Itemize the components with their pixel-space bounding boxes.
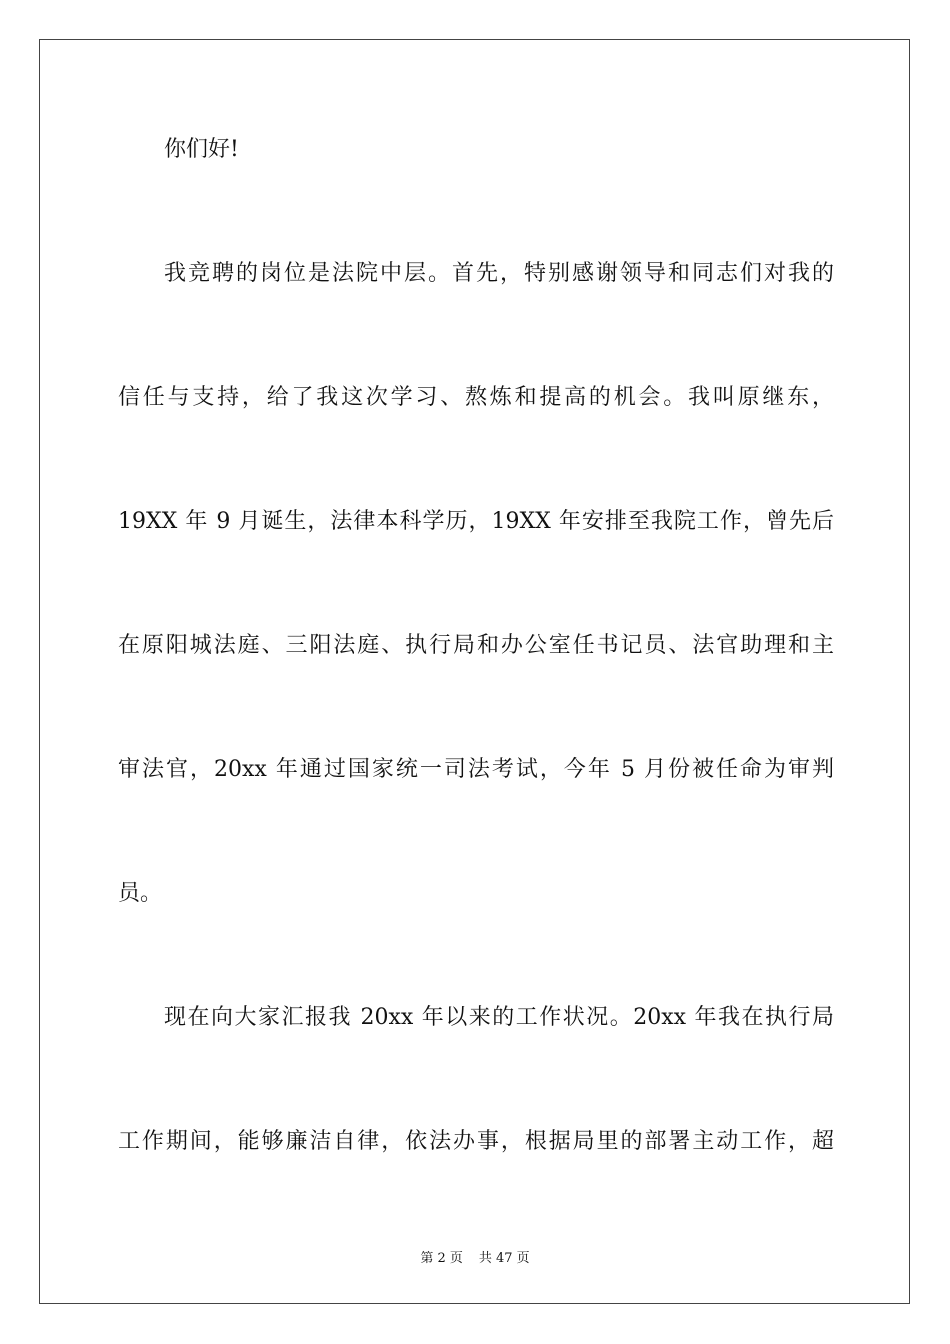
paragraph-1-line-6: 员。 (118, 881, 163, 906)
paragraph-1-line-5: 审法官，20xx 年通过国家统一司法考试，今年 5 月份被任命为审判 (118, 757, 834, 782)
paragraph-1-line-2: 信任与支持，给了我这次学习、熬炼和提高的机会。我叫原继东， (118, 385, 834, 410)
paragraph-2-line-1: 现在向大家汇报我 20xx 年以来的工作状况。20xx 年我在执行局 (164, 1005, 834, 1030)
paragraph-1-line-3: 19XX 年 9 月诞生，法律本科学历，19XX 年安排至我院工作，曾先后 (118, 509, 834, 534)
page-footer (0, 1247, 950, 1266)
greeting-line: 你们好! (164, 137, 239, 162)
paragraph-2-line-2: 工作期间，能够廉洁自律，依法办事，根据局里的部署主动工作，超 (118, 1129, 834, 1154)
page-total: 共 47 页 (478, 1251, 530, 1266)
paragraph-1-line-1: 我竞聘的岗位是法院中层。首先，特别感谢领导和同志们对我的 (164, 261, 834, 286)
page-number: 第 2 页 (420, 1251, 463, 1266)
page-border (39, 39, 910, 1304)
paragraph-1-line-4: 在原阳城法庭、三阳法庭、执行局和办公室任书记员、法官助理和主 (118, 633, 834, 658)
